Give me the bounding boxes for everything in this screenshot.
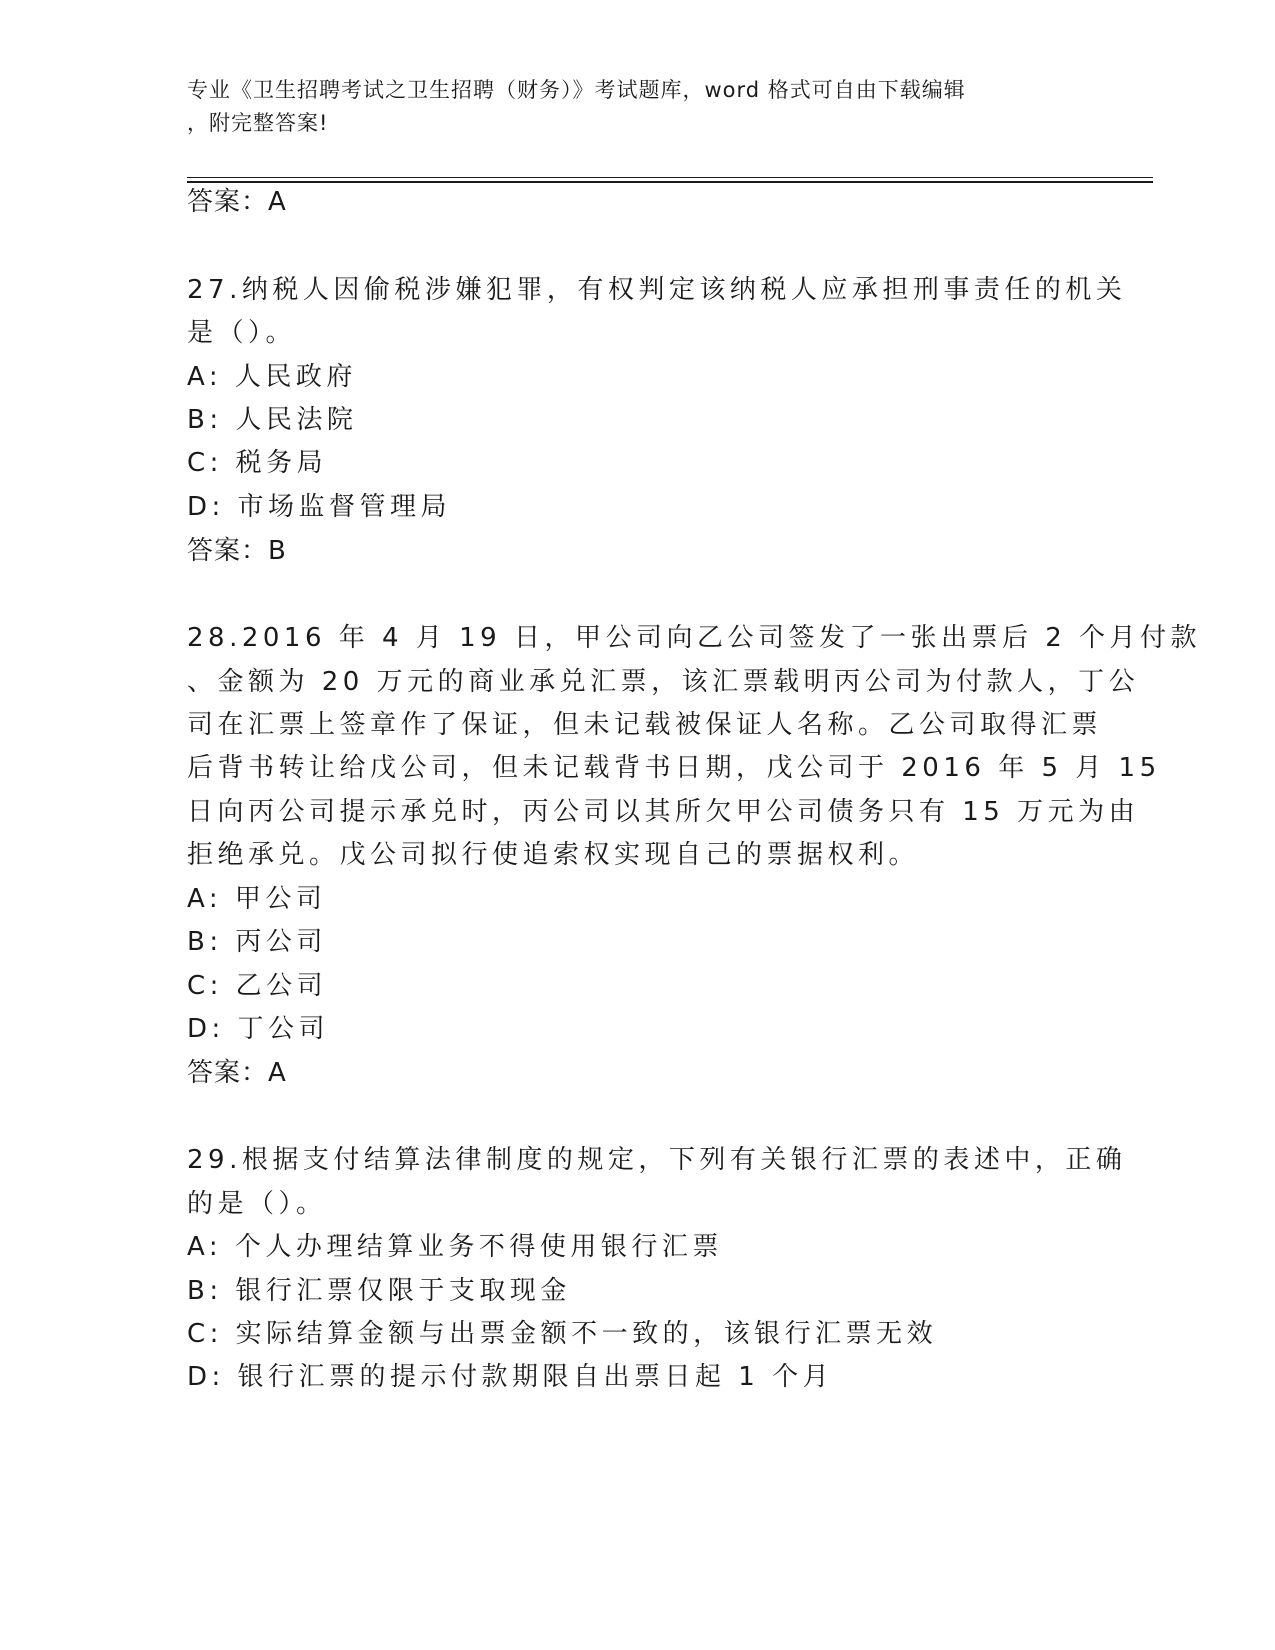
q28-answer: 答案：A xyxy=(187,1058,287,1088)
header-line-2: ，附完整答案! xyxy=(187,111,329,135)
q27-option-b: B: 人民法院 xyxy=(187,405,358,435)
answer-26: 答案：A xyxy=(187,187,287,217)
q28-option-c: C: 乙公司 xyxy=(187,971,328,1001)
q28-option-d: D: 丁公司 xyxy=(187,1014,330,1044)
header-divider-thick xyxy=(187,181,1153,183)
q27-answer: 答案：B xyxy=(187,536,287,566)
q29-stem-line-1: 29.根据支付结算法律制度的规定，下列有关银行汇票的表述中，正确 xyxy=(187,1145,1127,1175)
header-divider-thin xyxy=(187,177,1153,178)
q27-option-d: D: 市场监督管理局 xyxy=(187,492,452,522)
q28-option-b: B: 丙公司 xyxy=(187,927,327,957)
header-line-1: 专业《卫生招聘考试之卫生招聘（财务）》考试题库，word 格式可自由下载编辑 xyxy=(187,78,966,102)
q27-option-c: C: 税务局 xyxy=(187,448,328,478)
q28-option-a: A: 甲公司 xyxy=(187,884,327,914)
document-header xyxy=(187,74,1087,140)
q27-option-a: A: 人民政府 xyxy=(187,362,357,392)
q28-stem-line-2: 、金额为 20 万元的商业承兑汇票，该汇票载明丙公司为付款人，丁公 xyxy=(187,667,1140,697)
q28-stem-line-3: 司在汇票上签章作了保证，但未记载被保证人名称。乙公司取得汇票 xyxy=(187,710,1103,740)
q28-stem-line-1: 28.2016 年 4 月 19 日，甲公司向乙公司签发了一张出票后 2 个月付款 xyxy=(187,623,1202,653)
q29-option-c: C: 实际结算金额与出票金额不一致的，该银行汇票无效 xyxy=(187,1319,938,1349)
q28-stem-line-5: 日向丙公司提示承兑时，丙公司以其所欠甲公司债务只有 15 万元为由 xyxy=(187,797,1140,827)
q29-option-a: A: 个人办理结算业务不得使用银行汇票 xyxy=(187,1232,723,1262)
q29-option-b: B: 银行汇票仅限于支取现金 xyxy=(187,1276,571,1306)
q28-stem-line-6: 拒绝承兑。戊公司拟行使追索权实现自己的票据权利。 xyxy=(187,840,920,870)
q28-stem-line-4: 后背书转让给戊公司，但未记载背书日期，戊公司于 2016 年 5 月 15 xyxy=(187,753,1161,783)
q27-stem-line-2: 是（）。 xyxy=(187,318,297,348)
q27-stem-line-1: 27.纳税人因偷税涉嫌犯罪，有权判定该纳税人应承担刑事责任的机关 xyxy=(187,275,1127,305)
q29-option-d: D: 银行汇票的提示付款期限自出票日起 1 个月 xyxy=(187,1362,834,1392)
q29-stem-line-2: 的是（）。 xyxy=(187,1189,327,1219)
